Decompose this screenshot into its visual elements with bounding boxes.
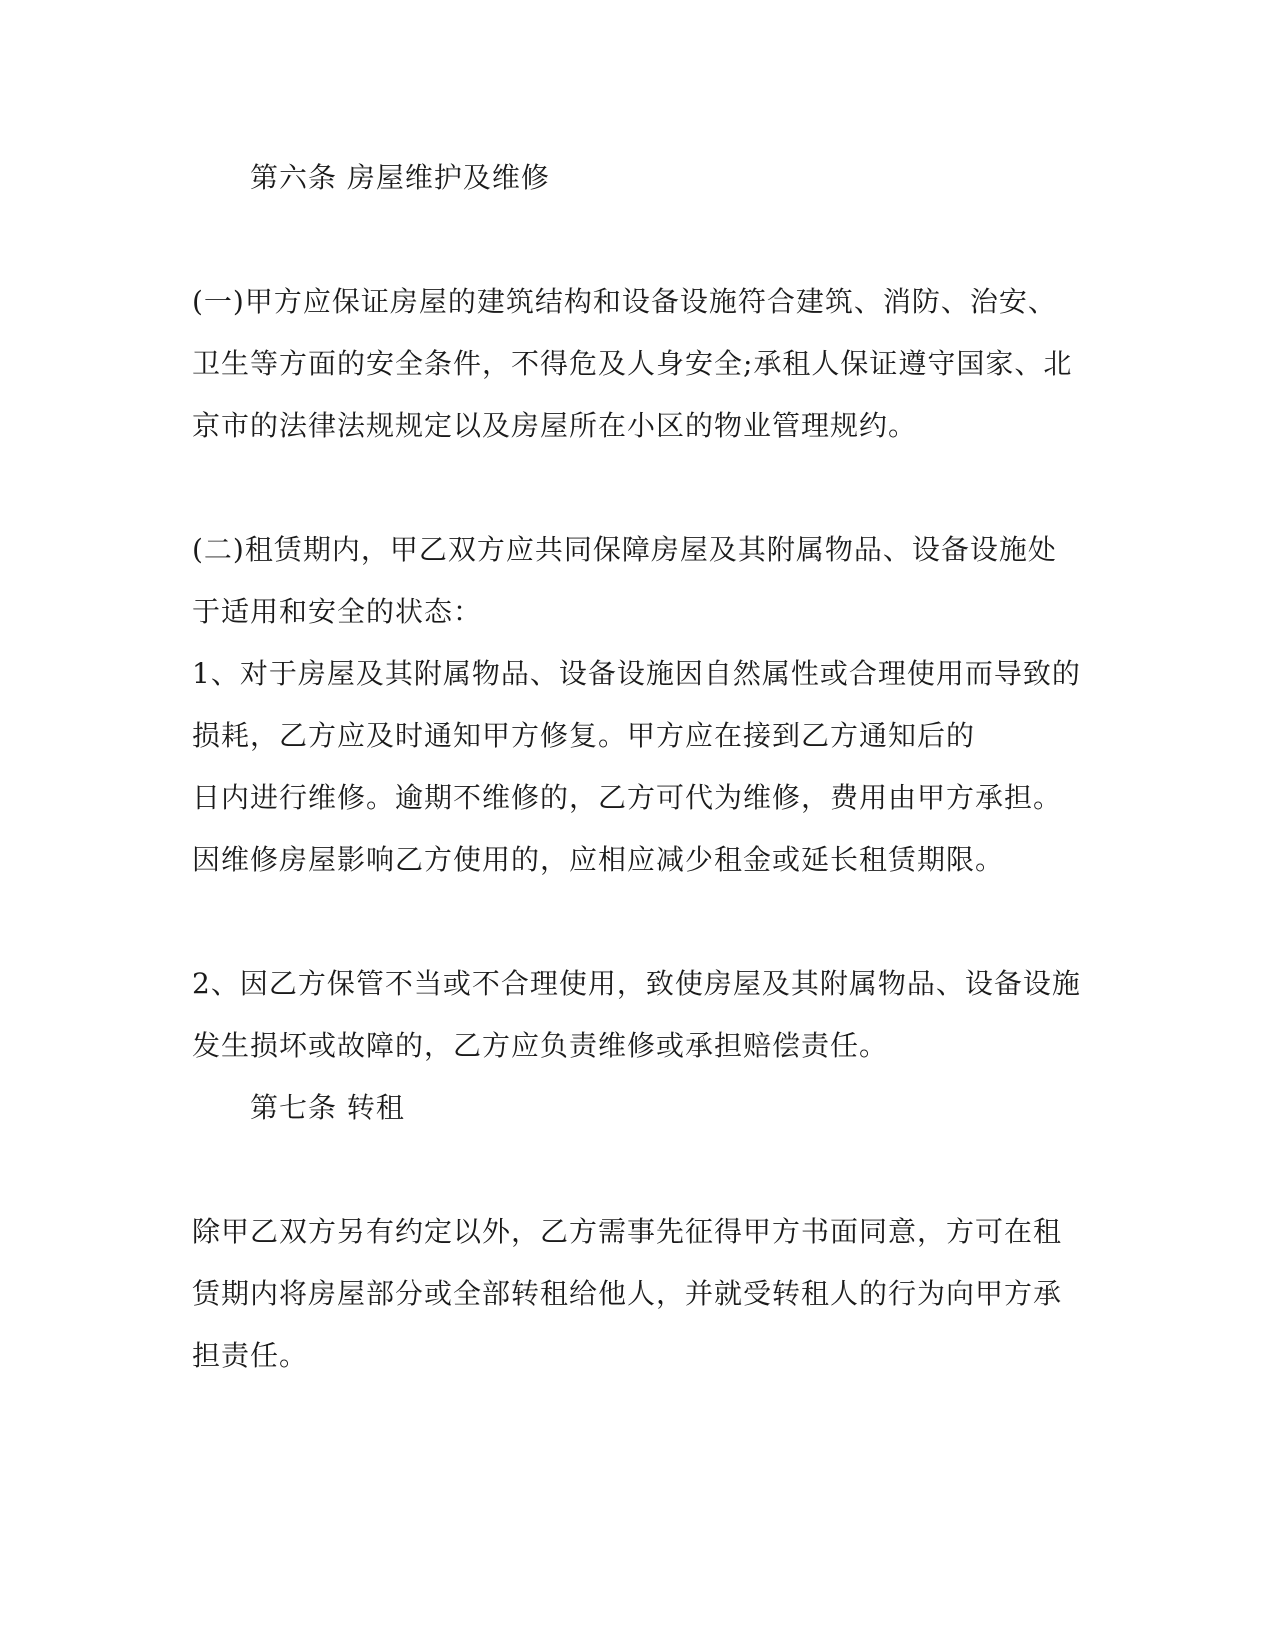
article-7-line-1: 除甲乙双方另有约定以外，乙方需事先征得甲方书面同意，方可在租	[192, 1215, 1063, 1248]
article-7-line-3: 担责任。	[192, 1339, 309, 1372]
clause-1-line-2: 卫生等方面的安全条件，不得危及人身安全;承租人保证遵守国家、北	[192, 347, 1073, 380]
article-7-line-2: 赁期内将房屋部分或全部转租给他人，并就受转租人的行为向甲方承	[192, 1277, 1063, 1310]
clause-1-line-1: (一)甲方应保证房屋的建筑结构和设备设施符合建筑、消防、治安、	[192, 285, 1057, 318]
item-1-line-2: 损耗，乙方应及时通知甲方修复。甲方应在接到乙方通知后的	[192, 719, 976, 752]
clause-2-line-1: (二)租赁期内，甲乙双方应共同保障房屋及其附属物品、设备设施处	[192, 533, 1057, 566]
article-7-heading: 第七条 转租	[250, 1091, 405, 1124]
item-2-line-2: 发生损坏或故障的，乙方应负责维修或承担赔偿责任。	[192, 1029, 889, 1062]
item-1-line-3: 日内进行维修。逾期不维修的，乙方可代为维修，费用由甲方承担。	[192, 781, 1063, 814]
clause-1-line-3: 京市的法律法规规定以及房屋所在小区的物业管理规约。	[192, 409, 918, 442]
clause-2-line-2: 于适用和安全的状态：	[192, 595, 483, 628]
item-1-line-1: 1、对于房屋及其附属物品、设备设施因自然属性或合理使用而导致的	[192, 657, 1081, 690]
item-2-line-1: 2、因乙方保管不当或不合理使用，致使房屋及其附属物品、设备设施	[192, 967, 1081, 1000]
article-6-heading: 第六条 房屋维护及维修	[250, 161, 550, 194]
item-1-line-4: 因维修房屋影响乙方使用的，应相应减少租金或延长租赁期限。	[192, 843, 1005, 876]
